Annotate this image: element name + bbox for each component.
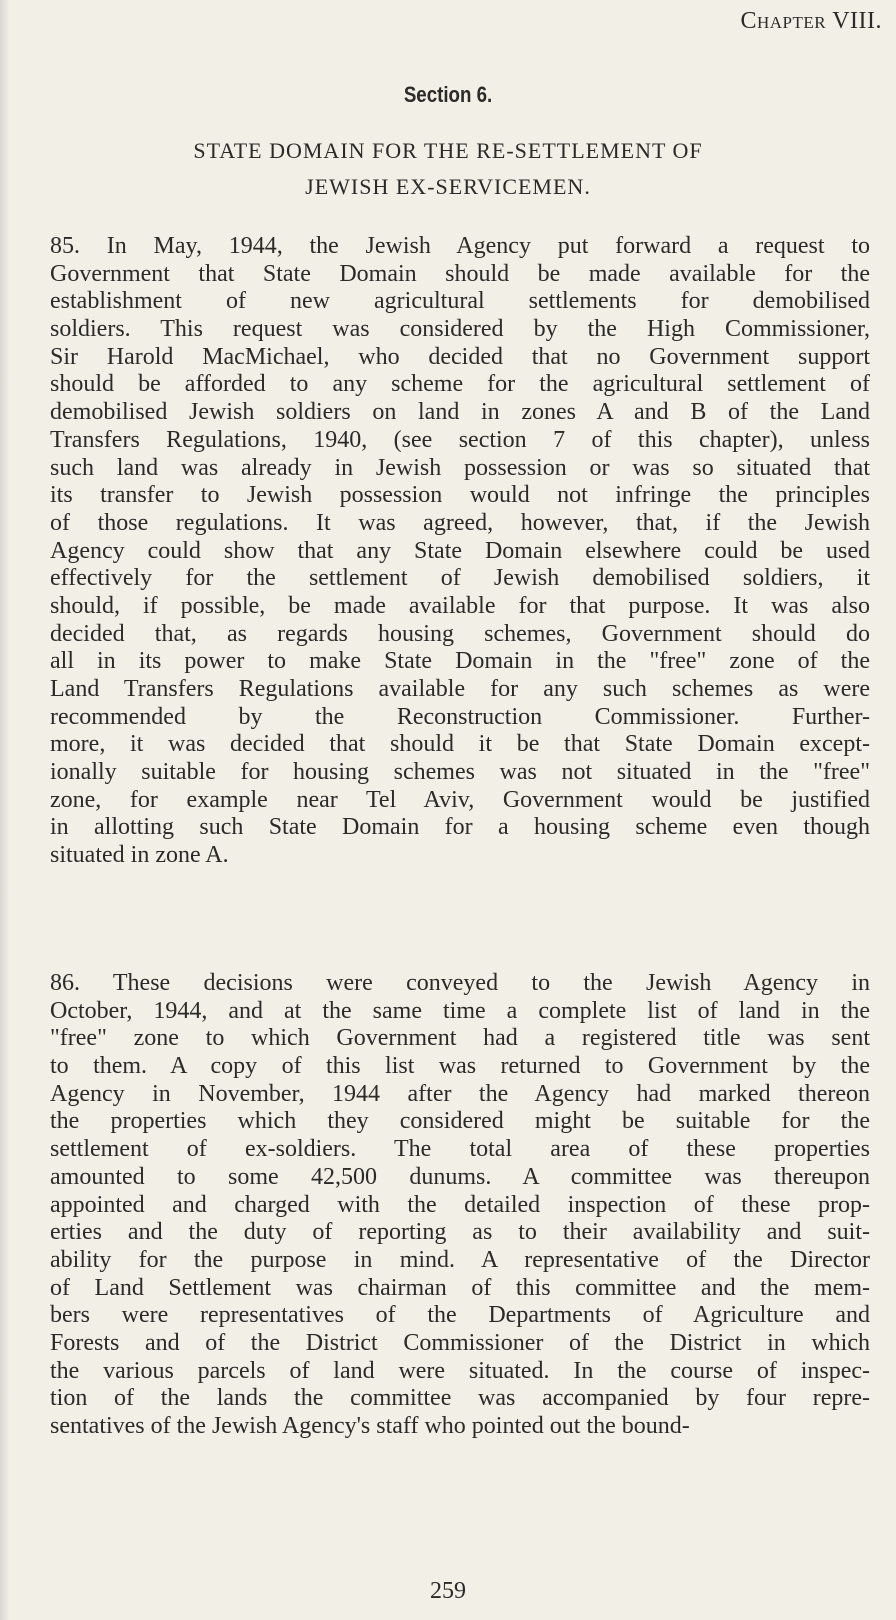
text-line: soldiers. This request was considered by the High Commissioner, bbox=[50, 316, 870, 343]
text-line: of Land Settlement was chairman of this committee and the mem- bbox=[50, 1274, 870, 1301]
text-line: zone, for example near Tel Aviv, Government would be justified bbox=[50, 786, 870, 813]
text-line: amounted to some 42,500 dunums. A committee was thereupon bbox=[50, 1163, 870, 1190]
text-line: 86. These decisions were conveyed to the Jewish Agency in bbox=[50, 970, 870, 996]
section-title-line-1: STATE DOMAIN FOR THE RE-SETTLEMENT OF bbox=[193, 138, 703, 163]
text-line: should be afforded to any scheme for the agricultural settlement of bbox=[50, 371, 870, 398]
text-line: Government that State Domain should be made available for the bbox=[50, 260, 870, 287]
text-line: Sir Harold MacMichael, who decided that no Government support bbox=[50, 343, 870, 370]
text-line: to them. A copy of this list was returned to Government by the bbox=[50, 1053, 870, 1080]
text-line: settlement of ex-soldiers. The total area of these properties bbox=[50, 1136, 870, 1163]
text-line: appointed and charged with the detailed inspection of these prop- bbox=[50, 1191, 870, 1218]
text-line: bers were representatives of the Departments of Agriculture and bbox=[50, 1302, 870, 1329]
text-line: ionally suitable for housing schemes was not situated in the "free" bbox=[50, 759, 870, 786]
text-line: the properties which they considered might be suitable for the bbox=[50, 1108, 870, 1135]
text-line: effectively for the settlement of Jewish demobilised soldiers, it bbox=[50, 565, 870, 592]
text-line: situated in zone A. bbox=[50, 842, 229, 869]
text-line: ability for the purpose in mind. A representative of the Director bbox=[50, 1246, 870, 1273]
text-line: October, 1944, and at the same time a complete list of land in the bbox=[50, 997, 870, 1024]
text-line: Transfers Regulations, 1940, (see section 7 of this chapter), unless bbox=[50, 426, 870, 453]
text-line: Forests and of the District Commissioner of the District in which bbox=[50, 1329, 870, 1356]
text-line: recommended by the Reconstruction Commissioner. Further- bbox=[50, 703, 870, 730]
chapter-header: Chapter VIII. bbox=[740, 8, 882, 34]
text-line: 85. In May, 1944, the Jewish Agency put forward a request to bbox=[50, 233, 870, 259]
paragraph-86 bbox=[50, 970, 870, 1441]
text-line: sentatives of the Jewish Agency's staff who pointed out the bound- bbox=[50, 1413, 690, 1439]
paragraph-85 bbox=[50, 233, 870, 870]
text-line: such land was already in Jewish possession or was so situated that bbox=[50, 454, 870, 481]
text-line: demobilised Jewish soldiers on land in zones A and B of the Land bbox=[50, 399, 870, 426]
text-line: should, if possible, be made available for that purpose. It was also bbox=[50, 592, 870, 619]
text-line: Agency could show that any State Domain elsewhere could be used bbox=[50, 537, 870, 564]
text-line: more, it was decided that should it be that State Domain except- bbox=[50, 731, 870, 758]
text-line: establishment of new agricultural settlements for demobilised bbox=[50, 288, 870, 315]
section-title-line-2: JEWISH EX-SERVICEMEN. bbox=[305, 174, 591, 199]
text-line: decided that, as regards housing schemes, Government should do bbox=[50, 620, 870, 647]
page-edge-shadow bbox=[0, 0, 10, 1620]
text-line: its transfer to Jewish possession would not infringe the principles bbox=[50, 482, 870, 509]
text-line: the various parcels of land were situated. In the course of inspec- bbox=[50, 1357, 870, 1384]
text-line: erties and the duty of reporting as to their availability and suit- bbox=[50, 1219, 870, 1246]
text-line: in allotting such State Domain for a housing scheme even though bbox=[50, 814, 870, 841]
page-number: 259 bbox=[430, 1578, 466, 1604]
text-line: of those regulations. It was agreed, however, that, if the Jewish bbox=[50, 509, 870, 536]
text-line: Land Transfers Regulations available for any such schemes as were bbox=[50, 676, 870, 702]
text-line: tion of the lands the committee was accompanied by four repre- bbox=[50, 1385, 870, 1412]
section-label: Section 6. bbox=[403, 82, 493, 107]
text-line: Agency in November, 1944 after the Agency had marked thereon bbox=[50, 1080, 870, 1107]
text-line: "free" zone to which Government had a registered title was sent bbox=[50, 1025, 870, 1052]
text-line: all in its power to make State Domain in the "free" zone of the bbox=[50, 648, 870, 675]
